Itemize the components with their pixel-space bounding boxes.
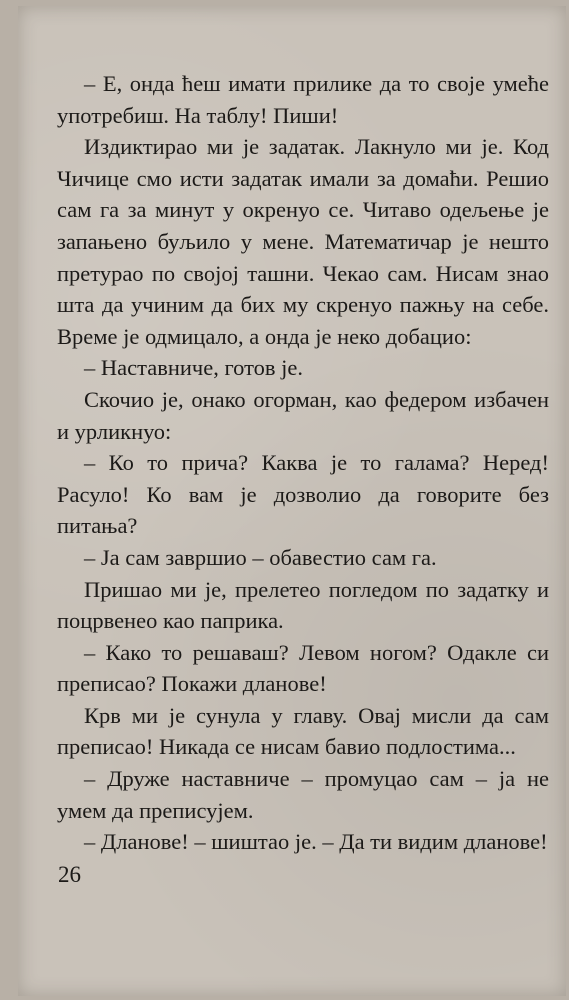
paragraph-4: Скочио је, онако огорман, као федером избачен и урликнуо: — [57, 386, 549, 444]
book-page — [18, 6, 566, 996]
paragraph-9: Крв ми је сунула у главу. Овај мисли да сам преписао! Никада се нисам бавио подлостима... — [57, 702, 549, 760]
paragraph-5: – Ко то прича? Каква је то галама? Неред! Расуло! Ко вам је дозволио да говорите без питања? — [57, 450, 549, 539]
paragraph-6: – Ја сам завршио – обавестио сам га. — [84, 544, 437, 570]
body-text — [57, 68, 549, 858]
page-number: 26 — [58, 862, 81, 887]
paragraph-3: – Наставниче, готов је. — [84, 355, 303, 381]
paragraph-1: – Е, онда ћеш имати прилике да то своје умеће употребиш. На таблу! Пиши! — [57, 71, 549, 128]
paragraph-10: – Друже наставниче – промуцао сам – ја не умем да преписујем. — [57, 766, 549, 823]
paragraph-8: – Како то решаваш? Левом ногом? Одакле си преписао? Покажи дланове! — [57, 639, 549, 697]
paragraph-2: Издиктирао ми је задатак. Лакнуло ми је. Код Чичице смо исти задатак имали за домаћи. Решио сам га за минут у окренуо се. Читаво одељење је запањено буљило у мене. Математичар је нешто претурао по својој ташни. Чекао сам. Нисам знао шта да учиним да бих му скренуо пажњу на себе. Време је одмицало, а онда је неко добацио: — [57, 134, 549, 349]
paragraph-7: Пришао ми је, прелетео погледом по задатку и поцрвенео као паприка. — [57, 576, 549, 634]
paragraph-11: – Дланове! – шиштао је. – Да ти видим дланове! — [84, 829, 548, 855]
